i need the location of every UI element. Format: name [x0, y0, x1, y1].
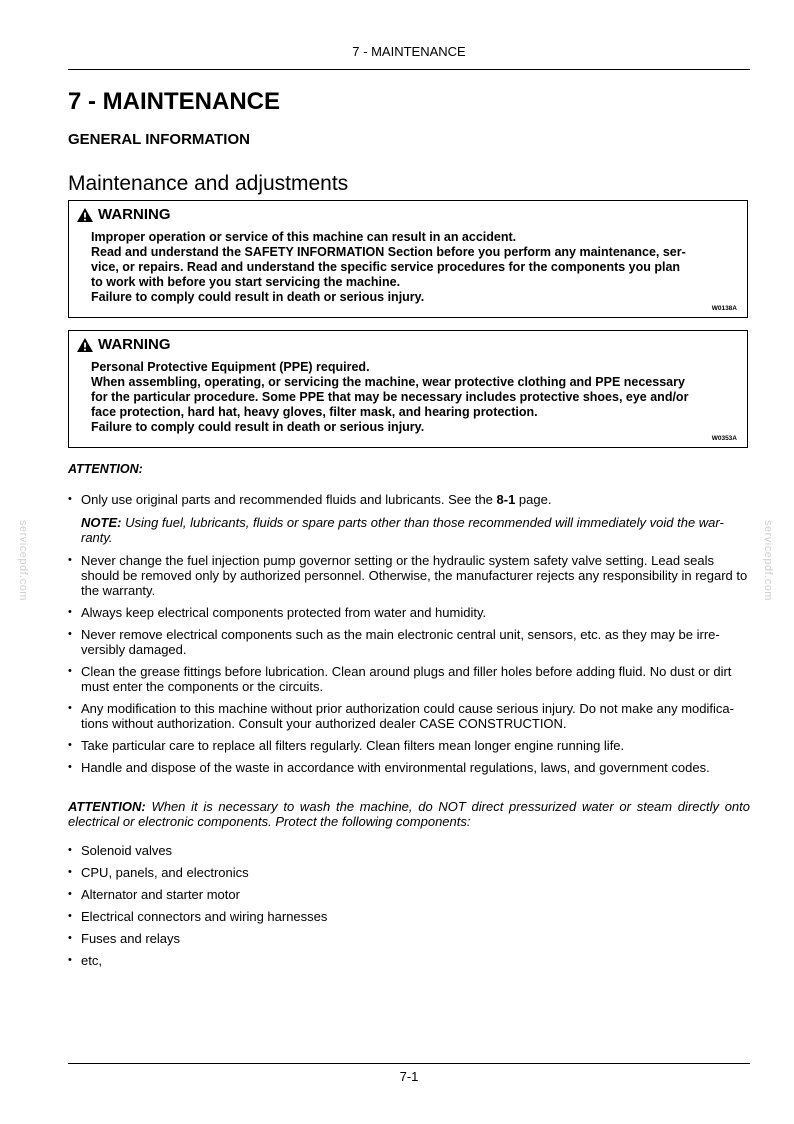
- warning-line: Read and understand the SAFETY INFORMATION Section before you perform any maintenance, ser-: [91, 245, 686, 259]
- running-header: 7 - MAINTENANCE: [352, 44, 466, 59]
- header-rule: [68, 69, 750, 70]
- list-item: • Solenoid valves: [68, 843, 750, 858]
- warning-line: When assembling, operating, or servicing the machine, wear protective clothing and PPE necessary: [91, 375, 685, 389]
- footer-rule: [68, 1063, 750, 1064]
- chapter-title: 7 - MAINTENANCE: [68, 88, 281, 115]
- note: [68, 515, 750, 545]
- protect-components-list: [68, 843, 750, 968]
- warning-heading: [77, 206, 171, 223]
- attention-text: When it is necessary to wash the machine, do NOT direct pressurized water or steam directly onto electrical or electronic components. Protect the following components:: [68, 799, 750, 829]
- list-item: • Handle and dispose of the waste in accordance with environmental regulations, laws, and government codes.: [68, 760, 750, 775]
- list-item: • Any modification to this machine without prior authorization could cause serious injury. Do not make any modifica-tions without authorization. Consult your authorized dealer CASE CONSTRUCTION.: [68, 701, 750, 731]
- subsection-title: Maintenance and adjustments: [68, 172, 349, 195]
- watermark-left: servicepdf.com: [17, 520, 29, 601]
- warning-code: W0138A: [711, 305, 737, 312]
- list-item-text: page.: [515, 492, 552, 507]
- list-item: • Never remove electrical components such as the main electronic central unit, sensors, etc. as they may be irre-versibly damaged.: [68, 627, 750, 657]
- warning-line: Failure to comply could result in death or serious injury.: [91, 290, 425, 304]
- attention-paragraph: [68, 799, 750, 829]
- attention-list: [68, 492, 750, 775]
- warning-line: Personal Protective Equipment (PPE) required.: [91, 360, 370, 374]
- list-item: • Clean the grease fittings before lubrication. Clean around plugs and filler holes before adding fluid. No dust or dirt must enter the components or the circuits.: [68, 664, 750, 694]
- page-reference: 8-1: [496, 492, 516, 507]
- list-item: • Fuses and relays: [68, 931, 750, 946]
- list-item: • Never change the fuel injection pump governor setting or the hydraulic system safety valve setting. Lead seals should be removed only by authorized personnel. Otherwise, the manufacturer rejects any responsibility in regard to the warranty.: [68, 553, 750, 598]
- warning-line: face protection, hard hat, heavy gloves, filter mask, and hearing protection.: [91, 405, 538, 419]
- attention-label: ATTENTION:: [68, 799, 146, 814]
- note-label: NOTE:: [81, 515, 122, 530]
- warning-heading: [77, 336, 171, 353]
- list-item: • Electrical connectors and wiring harnesses: [68, 909, 750, 924]
- list-item: • Take particular care to replace all filters regularly. Clean filters mean longer engine running life.: [68, 738, 750, 753]
- warning-label: WARNING: [98, 336, 171, 353]
- warning-label: WARNING: [98, 206, 171, 223]
- list-item-text: Only use original parts and recommended fluids and lubricants. See the: [81, 492, 497, 507]
- warning-code: W0353A: [711, 435, 737, 442]
- page-number: 7-1: [399, 1069, 419, 1084]
- warning-triangle-icon: [77, 338, 93, 352]
- list-item: [68, 492, 750, 507]
- list-item: • CPU, panels, and electronics: [68, 865, 750, 880]
- list-item: • Alternator and starter motor: [68, 887, 750, 902]
- attention-label: ATTENTION:: [68, 462, 143, 476]
- warning-box-1: [68, 200, 748, 318]
- warning-text: [91, 360, 733, 435]
- list-item: • Always keep electrical components protected from water and humidity.: [68, 605, 750, 620]
- warning-line: Improper operation or service of this machine can result in an accident.: [91, 230, 517, 244]
- warning-line: to work with before you start servicing the machine.: [91, 275, 401, 289]
- note-text: Using fuel, lubricants, fluids or spare parts other than those recommended will immediately void the war-ranty.: [81, 515, 724, 545]
- list-item: • etc,: [68, 953, 750, 968]
- warning-line: vice, or repairs. Read and understand the specific service procedures for the components you plan: [91, 260, 681, 274]
- warning-line: for the particular procedure. Some PPE that may be necessary includes protective shoes, eye and/or: [91, 390, 689, 404]
- watermark-right: servicepdf.com: [762, 520, 774, 601]
- warning-triangle-icon: [77, 208, 93, 222]
- section-title: GENERAL INFORMATION: [68, 131, 250, 148]
- warning-box-2: [68, 330, 748, 448]
- warning-line: Failure to comply could result in death or serious injury.: [91, 420, 425, 434]
- warning-text: [91, 230, 733, 305]
